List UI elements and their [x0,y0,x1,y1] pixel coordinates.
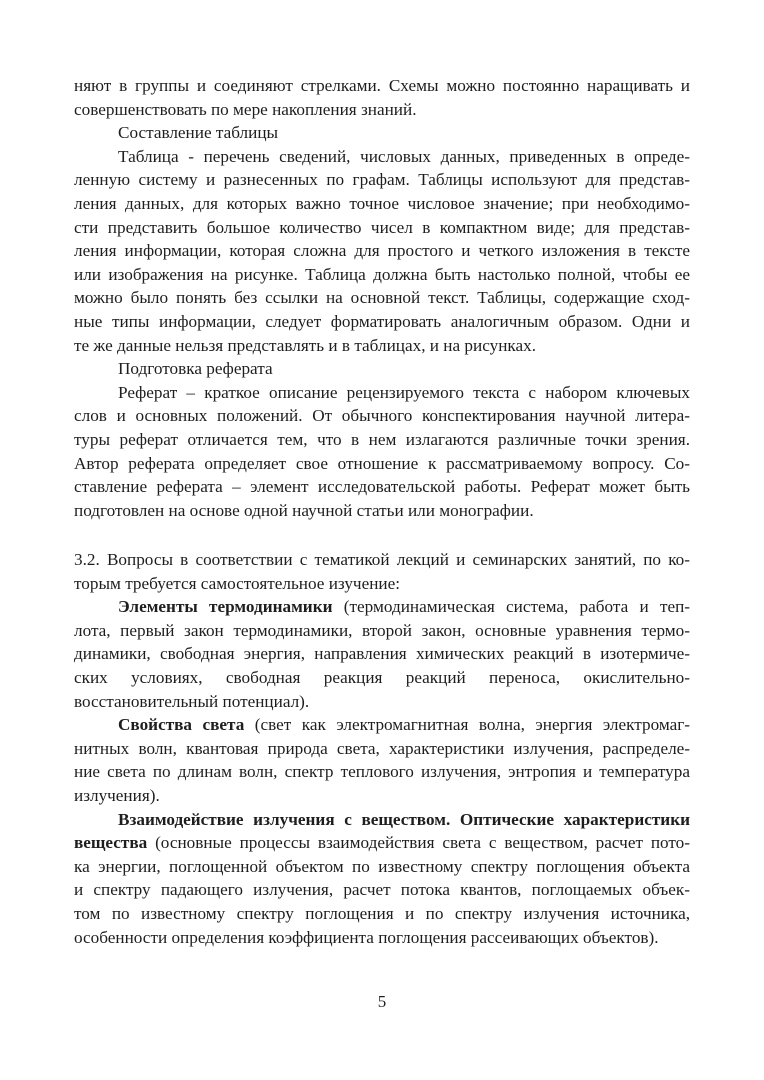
line-text: туры реферат отличается тем, что в нем излагаются различные точки зрения. [74,429,690,449]
paragraph-line [74,855,690,879]
paragraph-line [74,713,690,737]
line-text: восстановительный потенциал). [74,691,310,711]
line-text: ских условиях, свободная реакция реакций переноса, окислительно- [74,667,690,687]
line-text: Автор реферата определяет свое отношение к рассматриваемому вопросу. Со- [74,453,690,473]
paragraph-line [74,121,690,145]
paragraph-line [74,808,690,832]
paragraph-line [74,878,690,902]
line-text: излучения). [74,785,160,805]
paragraph-line [74,98,690,122]
line-text: можно было понять без ссылки на основной текст. Таблицы, содержащие сход- [74,288,690,308]
line-text: особенности определения коэффициента поглощения рассеивающих объектов). [74,927,659,947]
line-text: 3.2. Вопросы в соответствии с тематикой лекций и семинарских занятий, по ко- [74,550,690,569]
line-text: ленную систему и разнесенных по графам. Таблицы используют для представ- [74,170,690,190]
line-text: том по известному спектру поглощения и по спектру излучения источника, [74,903,690,923]
line-text: Составление таблицы [118,123,279,143]
line-text: Реферат – краткое описание рецензируемого текста с набором ключевых [118,382,690,402]
paragraph-line [74,760,690,784]
paragraph-line [74,239,690,263]
line-text: ние света по длинам волн, спектр теплового излучения, энтропия и температура [74,762,690,782]
line-text: няют в группы и соединяют стрелками. Схемы можно постоянно наращивать и [74,76,690,95]
line-text: Подготовка реферата [118,359,273,379]
paragraph-line [74,831,690,855]
line-text: сти представить большое количество чисел в компактном виде; для представ- [74,217,690,237]
line-text: ка энергии, поглощенной объектом по известному спектру поглощения объекта [74,856,690,876]
paragraph-line [74,216,690,240]
paragraph-line [74,168,690,192]
paragraph-line [74,192,690,216]
paragraph-line [74,619,690,643]
paragraph-line [74,263,690,287]
paragraph-line [74,642,690,666]
paragraph-line [74,357,690,381]
line-text: и спектру падающего излучения, расчет потока квантов, поглощаемых объек- [74,880,690,900]
paragraph-line [74,926,690,950]
bold-heading: вещества [74,833,148,853]
line-text: подготовлен на основе одной научной статьи или монографии. [74,500,534,520]
line-text: динамики, свободная энергия, направления химических реакций в изотермиче- [74,644,690,664]
paragraph-line [74,310,690,334]
line-text: ления информации, которая сложна для простого и четкого изложения в тексте [74,241,690,261]
line-text: (основные процессы взаимодействия света с веществом, расчет пото- [147,833,690,853]
bold-heading: Свойства света [118,715,245,735]
line-text: Таблица - перечень сведений, числовых данных, приведенных в опреде- [118,146,690,166]
paragraph-line [74,595,690,619]
paragraph-line [74,381,690,405]
paragraph-line [74,334,690,358]
text-block-1 [74,74,690,522]
line-text: те же данные нельзя представлять и в таблицах, и на рисунках. [74,335,536,355]
paragraph-line [74,572,690,596]
line-text: ставление реферата – элемент исследовательской работы. Реферат может быть [74,477,690,497]
text-block-2 [74,548,690,949]
paragraph-line [74,499,690,523]
paragraph-line [74,784,690,808]
line-text: ные типы информации, следует форматировать аналогичным образом. Одни и [74,311,690,331]
paragraph-line [74,690,690,714]
paragraph-line [74,548,690,572]
line-text: ления данных, для которых важно точное числовое значение; при необходимо- [74,193,690,213]
line-text: торым требуется самостоятельное изучение: [74,573,400,593]
paragraph-line [74,666,690,690]
paragraph-line [74,74,690,98]
bold-heading: Элементы термодинамики [118,597,333,617]
paragraph-line [74,452,690,476]
line-text: нитных волн, квантовая природа света, характеристики излучения, распределе- [74,738,690,758]
paragraph-line [74,737,690,761]
page-number: 5 [377,992,387,1011]
paragraph-line [74,404,690,428]
bold-heading: Взаимодействие излучения с веществом. Оптические характеристики [118,809,690,829]
line-text: (термодинамическая система, работа и теп- [332,597,690,617]
paragraph-line [74,145,690,169]
line-text: или изображения на рисунке. Таблица должна быть настолько полной, чтобы ее [74,264,690,284]
paragraph-line [74,902,690,926]
paragraph-line [74,286,690,310]
paragraph-line [74,428,690,452]
line-text: лота, первый закон термодинамики, второй закон, основные уравнения термо- [74,620,690,640]
line-text: (свет как электромагнитная волна, энергия электромаг- [244,715,690,735]
line-text: слов и основных положений. От обычного конспектирования научной литера- [74,406,690,426]
line-text: совершенствовать по мере накопления знаний. [74,99,417,119]
paragraph-line [74,475,690,499]
